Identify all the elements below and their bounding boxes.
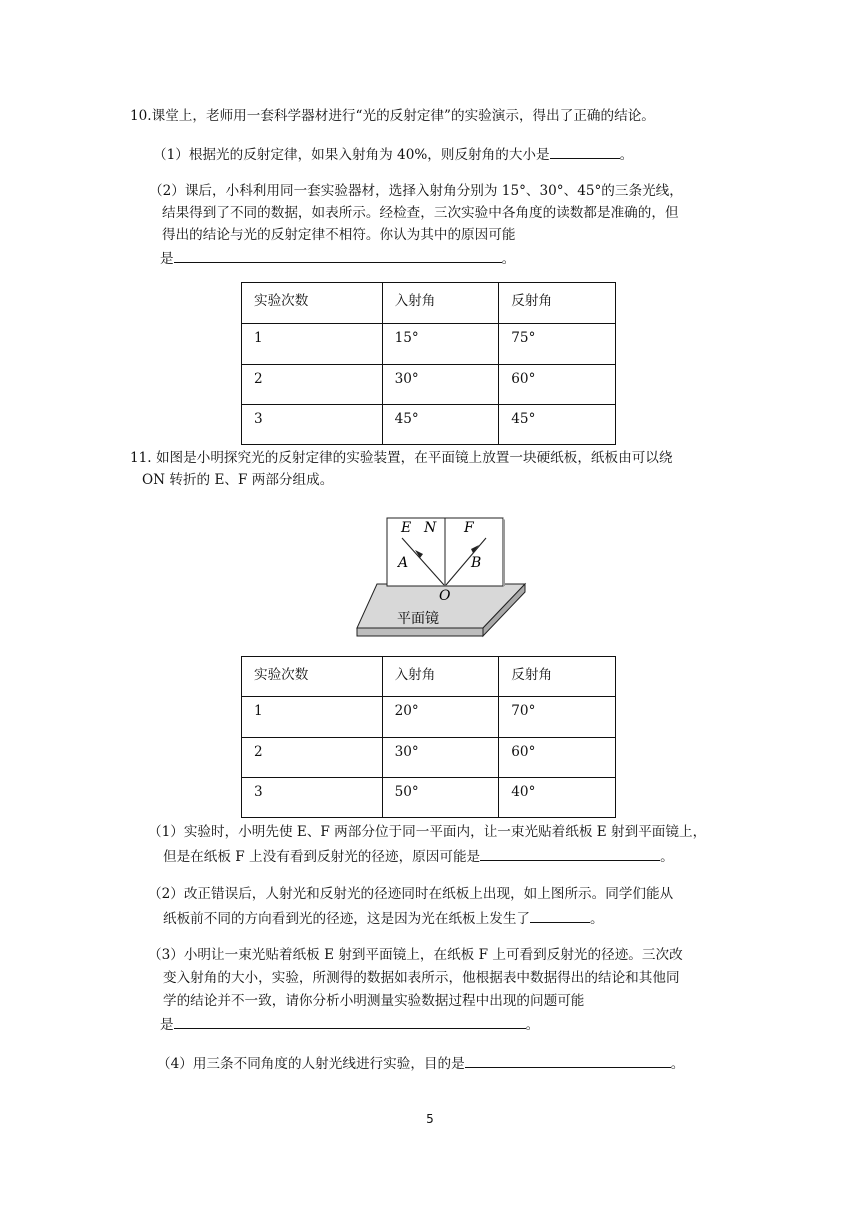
label-f: F xyxy=(464,520,474,536)
label-o: O xyxy=(439,588,451,604)
q10-part1-blank[interactable] xyxy=(550,143,620,159)
table-header-row xyxy=(242,657,616,697)
table-cell: 60° xyxy=(499,365,616,405)
q11-stem-line2: ON 转折的 E、F 两部分组成。 xyxy=(142,472,334,488)
table-cell: 75° xyxy=(499,324,616,365)
table-cell: 3 xyxy=(242,405,383,445)
label-a: A xyxy=(398,555,409,571)
table-header-cell: 入射角 xyxy=(382,657,499,697)
table-cell: 1 xyxy=(242,324,383,365)
table-header-row xyxy=(242,283,616,324)
table-cell: 30° xyxy=(382,365,499,405)
q10-part2-line4 xyxy=(160,247,515,269)
table-cell: 30° xyxy=(382,738,499,778)
q11-part3-line1: （3）小明让一束光贴着纸板 E 射到平面镜上，在纸板 F 上可看到反射光的径迹。三次改 xyxy=(148,947,683,963)
table-row xyxy=(242,778,616,818)
q10-part1 xyxy=(153,143,633,165)
q11-part4-end: 。 xyxy=(670,1056,685,1072)
q11-stem-line1: 11. 如图是小明探究光的反射定律的实验装置，在平面镜上放置一块硬纸板，纸板由可以绕 xyxy=(130,450,673,466)
label-b: B xyxy=(471,555,482,571)
table-cell: 2 xyxy=(242,365,383,405)
table-cell: 15° xyxy=(382,324,499,365)
page-number: 5 xyxy=(426,1112,434,1126)
table-header-cell: 反射角 xyxy=(499,283,616,324)
q11-part3-line3: 学的结论并不一致，请你分析小明测量实验数据过程中出现的问题可能 xyxy=(163,993,585,1009)
q11-part4 xyxy=(157,1052,684,1074)
q11-part2-blank[interactable] xyxy=(530,907,590,923)
table-row xyxy=(242,738,616,778)
q10-part2-end: 。 xyxy=(501,251,516,267)
q10-data-table xyxy=(241,282,616,445)
plane-mirror-edge xyxy=(357,628,483,636)
q10-part1-end: 。 xyxy=(619,147,634,163)
q10-part2-line1: （2）课后，小科利用同一套实验器材，选择入射角分别为 15°、30°、45°的三条光线， xyxy=(149,183,683,199)
q11-part3-line4 xyxy=(160,1013,539,1035)
table-cell: 2 xyxy=(242,738,383,778)
table-cell: 60° xyxy=(499,738,616,778)
mirror-label: 平面镜 xyxy=(397,611,439,627)
q11-part1-text: 但是在纸板 F 上没有看到反射光的径迹，原因可能是 xyxy=(163,849,481,865)
q11-part3-line2: 变入射角的大小，实验，所测得的数据如表所示，他根据表中数据得出的结论和其他同 xyxy=(163,970,680,986)
table-cell: 20° xyxy=(382,697,499,738)
q11-part3-prefix: 是 xyxy=(160,1017,174,1033)
table-header-cell: 反射角 xyxy=(499,657,616,697)
q11-part2-text: 纸板前不同的方向看到光的径迹，这是因为光在纸板上发生了 xyxy=(163,911,531,927)
q10-part1-text: （1）根据光的反射定律，如果入射角为 40%，则反射角的大小是 xyxy=(153,147,550,163)
table-row xyxy=(242,697,616,738)
q11-data-table xyxy=(241,656,616,818)
label-e: E xyxy=(401,520,412,536)
table-cell: 45° xyxy=(382,405,499,445)
q10-part2-line2: 结果得到了不同的数据，如表所示。经检查，三次实验中各角度的读数都是准确的，但 xyxy=(162,205,679,221)
q10-part2-prefix: 是 xyxy=(160,251,174,267)
q11-part2-line2 xyxy=(163,907,604,929)
q11-part1-line2 xyxy=(163,845,674,867)
q10-stem: 10.课堂上，老师用一套科学器材进行“光的反射定律”的实验演示，得出了正确的结论。 xyxy=(130,108,655,124)
table-header-cell: 实验次数 xyxy=(242,657,383,697)
q11-part1-end: 。 xyxy=(660,849,674,865)
table-cell: 3 xyxy=(242,778,383,818)
q11-part2-end: 。 xyxy=(590,911,604,927)
q10-part2-blank[interactable] xyxy=(174,247,502,263)
table-row xyxy=(242,405,616,445)
table-row xyxy=(242,324,616,365)
table-header-cell: 入射角 xyxy=(382,283,499,324)
table-cell: 50° xyxy=(382,778,499,818)
reflection-apparatus-diagram xyxy=(355,512,530,640)
q11-part4-text: （4）用三条不同角度的人射光线进行实验，目的是 xyxy=(157,1056,465,1072)
q11-part3-blank[interactable] xyxy=(174,1013,526,1029)
q11-part2-line1: （2）改正错误后，人射光和反射光的径迹同时在纸板上出现，如上图所示。同学们能从 xyxy=(148,886,674,902)
table-row xyxy=(242,365,616,405)
table-cell: 40° xyxy=(499,778,616,818)
table-header-cell: 实验次数 xyxy=(242,283,383,324)
q11-part1-blank[interactable] xyxy=(480,845,660,861)
label-n: N xyxy=(424,520,437,536)
q11-part1-line1: （1）实验时，小明先使 E、F 两部分位于同一平面内，让一束光贴着纸板 E 射到平面镜上， xyxy=(148,824,707,840)
table-cell: 45° xyxy=(499,405,616,445)
table-cell: 70° xyxy=(499,697,616,738)
table-cell: 1 xyxy=(242,697,383,738)
q11-part3-end: 。 xyxy=(525,1017,540,1033)
q10-part2-line3: 得出的结论与光的反射定律不相符。你认为其中的原因可能 xyxy=(162,227,516,243)
q11-part4-blank[interactable] xyxy=(465,1052,671,1068)
paper-board-f-edge xyxy=(503,518,505,586)
